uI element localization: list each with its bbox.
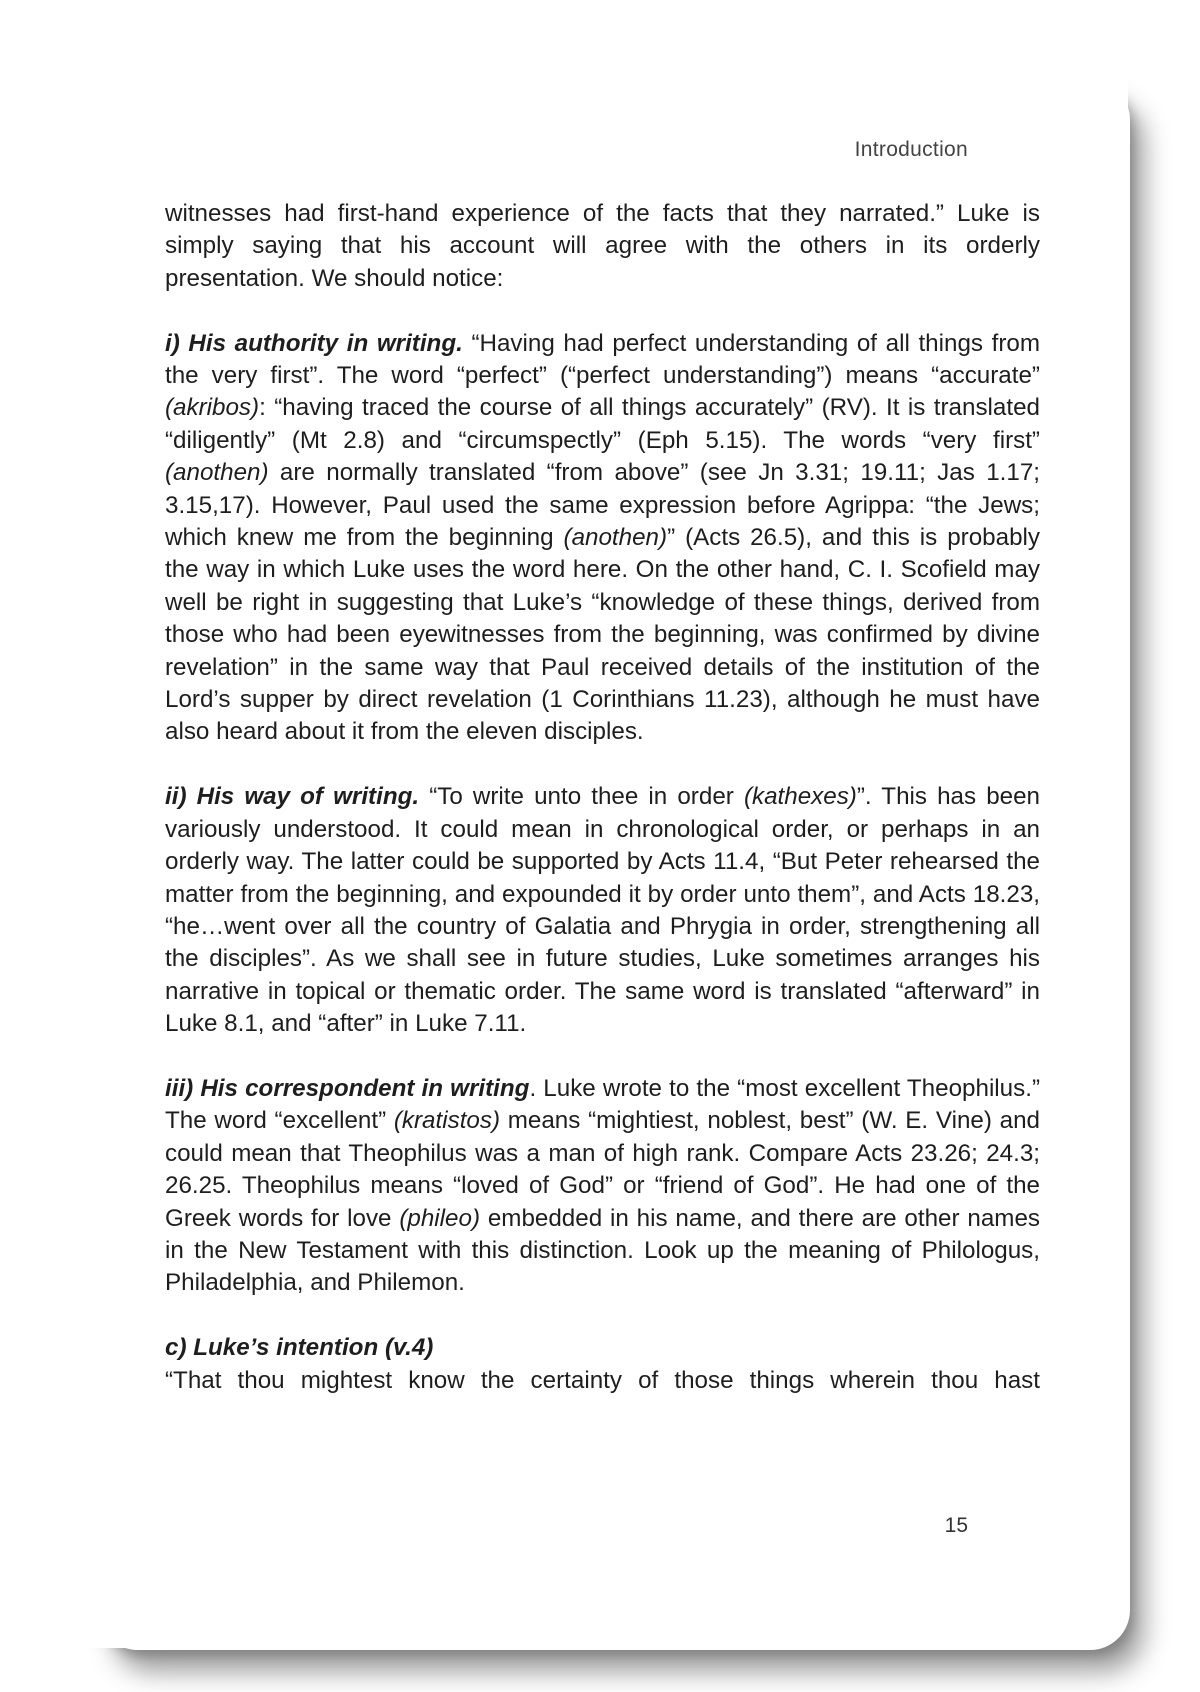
greek-term: (phileo)	[399, 1204, 481, 1232]
greek-term: (kathexes)	[743, 783, 857, 811]
paragraph-authority	[165, 328, 1040, 749]
greek-term: (kratistos)	[393, 1107, 501, 1135]
heading-correspondent: iii) His correspondent in writing	[165, 1074, 530, 1102]
text-segment: “To write unto thee in order	[419, 783, 744, 811]
greek-term: (anothen)	[563, 524, 668, 552]
heading-intention: c) Luke’s intention (v.4)	[165, 1334, 434, 1362]
paragraph-continuation: witnesses had first-hand experience of the facts that they narrated.” Luke is simply saying that his account will agree with the others in its orderly presentation. We should notice:	[165, 200, 1040, 292]
text-segment: means “mightiest, noblest, best” (W. E. Vine) and could mean that Theophilus was a man of high rank. Compare Acts 23.26; 24.3; 26.25. Theophilus means “loved of God” or “friend of God”. He had one of the Greek words for love	[165, 1107, 1040, 1232]
paragraph-intention: “That thou mightest know the certainty of those things wherein thou hast	[165, 1366, 1040, 1394]
text-segment: “Having had perfect understanding of all things from the very first”. The word “perfect” (“perfect understanding”) means “accurate”	[165, 329, 1040, 390]
paragraph-way	[165, 781, 1040, 1040]
text-segment: . Luke wrote to the “most excellent Theophilus.” The word “excellent”	[165, 1074, 1041, 1135]
section-heading-intention	[165, 1332, 1040, 1364]
text-segment: are normally translated “from above” (see Jn 3.31; 19.11; Jas 1.17; 3.15,17). However, Paul used the same expression before Agrippa: “the Jews; which knew me from the beginning	[165, 459, 1040, 552]
page-number: 15	[944, 1514, 968, 1537]
greek-term: (anothen)	[165, 459, 269, 487]
page-body	[165, 198, 1040, 1397]
text-segment: : “having traced the course of all things accurately” (RV). It is translated “diligently” (Mt 2.8) and “circumspectly” (Eph 5.15). The words “very first”	[165, 394, 1040, 454]
running-head: Introduction	[854, 138, 968, 161]
text-segment: ” (Acts 26.5), and this is probably the way in which Luke uses the word here. On the other hand, C. I. Scofield may well be right in suggesting that Luke’s “knowledge of these things, derived from those who had been eyewitnesses from the beginning, was confirmed by divine revelation” in the same way that Paul received details of the institution of the Lord’s supper by direct revelation (1 Corinthians 11.23), although he must have also heard about it from the eleven disciples.	[165, 524, 1040, 746]
heading-way: ii) His way of writing.	[165, 783, 420, 811]
text-segment: ”. This has been variously understood. It could mean in chronological order, or perhaps in an orderly way. The latter could be supported by Acts 11.4, “But Peter rehearsed the matter from the beginning, and expounded it by order unto them”, and Acts 18.23, “he…went over all the country of Galatia and Phrygia in order, strengthening all the disciples”. As we shall see in future studies, Luke sometimes arranges his narrative in topical or thematic order. The same word is translated “afterward” in Luke 8.1, and “after” in Luke 7.11.	[165, 783, 1041, 1038]
greek-term: (akribos)	[165, 394, 260, 422]
text-segment: embedded in his name, and there are other names in the New Testament with this distinction. Look up the meaning of Philologus, Philadelphia, and Philemon.	[165, 1204, 1040, 1297]
heading-authority: i) His authority in writing.	[165, 329, 463, 357]
paragraph-correspondent	[165, 1073, 1040, 1300]
